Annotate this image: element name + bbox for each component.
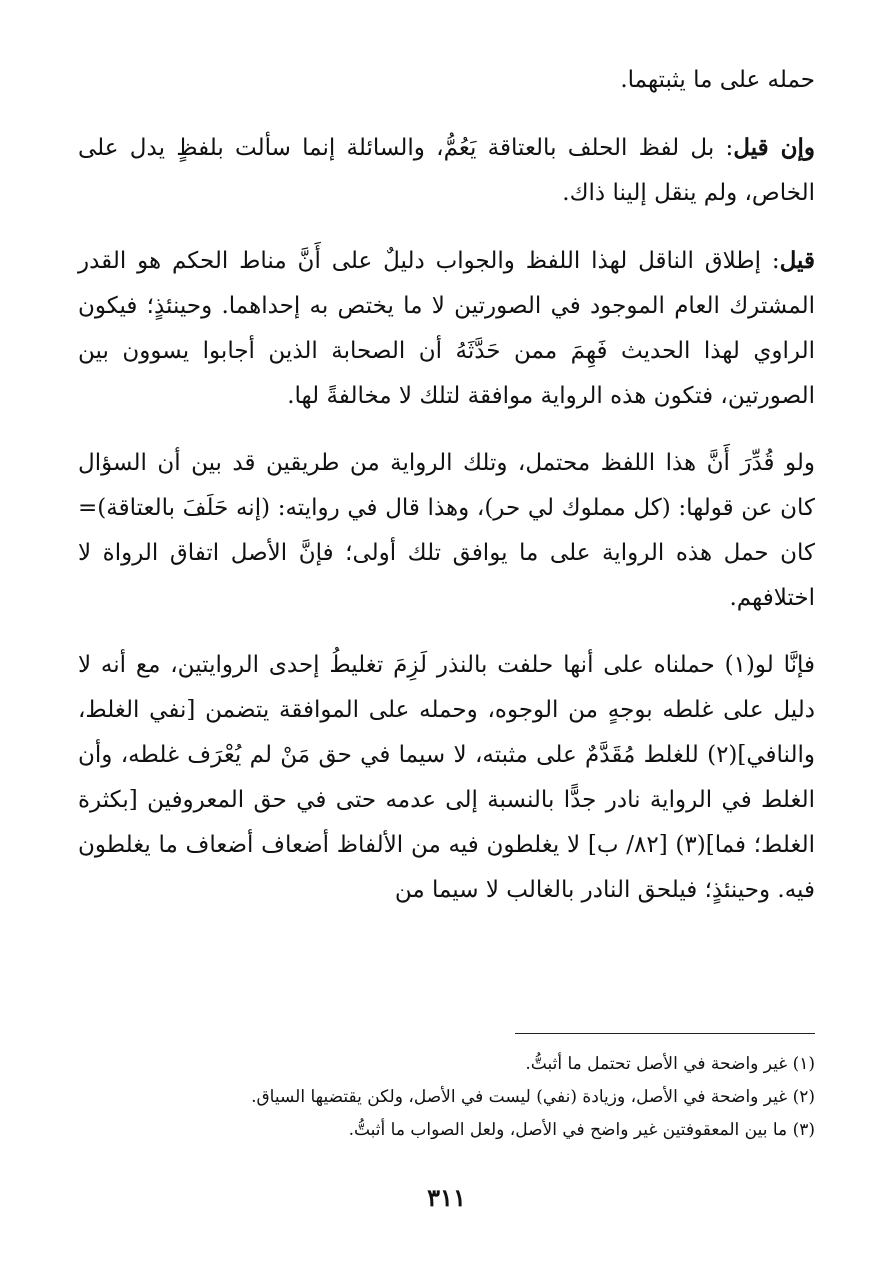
paragraph-text: فإنَّا لو(١) حملناه على أنها حلفت بالنذر لَزِمَ تغليطُ إحدى الروايتين، مع أنه لا دليل على غلطه بوجهٍ من الوجوه، وحمله على الموافقة يتضمن [نفي الغلط، والنافي](٢) للغلط مُقَدَّمٌ على مثبته، لا سيما في حق مَنْ لم يُعْرَف غلطه، وأن الغلط في الرواية نادر جدًّا بالنسبة إلى عدمه حتى في حق المعروفين [بكثرة الغلط؛ فما](٣) [٨٢/ ب] لا يغلطون فيه من الألفاظ أضعاف أضعاف ما يغلطون فيه. وحينئذٍ؛ فيلحق النادر بالغالب لا سيما من bbox=[78, 652, 816, 903]
paragraph bbox=[78, 643, 815, 913]
page-number: ٣١١ bbox=[427, 1183, 466, 1212]
paragraph bbox=[78, 441, 815, 621]
page-body bbox=[78, 58, 815, 1286]
paragraph bbox=[78, 125, 815, 216]
paragraph-text: حمله على ما يثبتهما. bbox=[620, 67, 815, 93]
paragraph-text: : بل لفظ الحلف بالعتاقة يَعُمُّ، والسائلة إنما سألت بلفظٍ يدل على الخاص، ولم ينقل إلينا ذاك. bbox=[78, 135, 815, 206]
paragraph bbox=[78, 58, 815, 103]
paragraph bbox=[78, 238, 815, 419]
footnote: (٣) ما بين المعقوفتين غير واضح في الأصل، ولعل الصواب ما أثبتُّ. bbox=[348, 1120, 815, 1140]
paragraph-text: : إطلاق الناقل لهذا اللفظ والجواب دليلٌ على أَنَّ مناط الحكم هو القدر المشترك العام الموجود في الصورتين لا ما يختص به إحداهما. وحينئذٍ؛ فيكون الراوي لهذا الحديث فَهِمَ ممن حَدَّثَهُ أن الصحابة الذين أجابوا يسوون بين الصورتين، فتكون هذه الرواية موافقة لتلك لا مخالفةً لها. bbox=[78, 248, 815, 409]
paragraph-lead: وإن قيل bbox=[733, 134, 815, 161]
paragraph-text: ولو قُدِّرَ أَنَّ هذا اللفظ محتمل، وتلك الرواية من طريقين قد بين أن السؤال كان عن قولها: (كل مملوك لي حر)، وهذا قال في روايته: (إنه حَلَفَ بالعتاقة)= كان حمل هذه الرواية على ما يوافق تلك أولى؛ فإنَّ الأصل اتفاق الرواة لا اختلافهم. bbox=[78, 450, 815, 611]
footnote: (١) غير واضحة في الأصل تحتمل ما أثبتُّ. bbox=[525, 1054, 815, 1074]
paragraph-lead: قيل bbox=[779, 247, 815, 274]
footnote: (٢) غير واضحة في الأصل، وزيادة (نفي) ليست في الأصل، ولكن يقتضيها السياق. bbox=[251, 1087, 815, 1107]
footnote-separator bbox=[515, 1033, 815, 1034]
footnotes bbox=[78, 1048, 815, 1147]
